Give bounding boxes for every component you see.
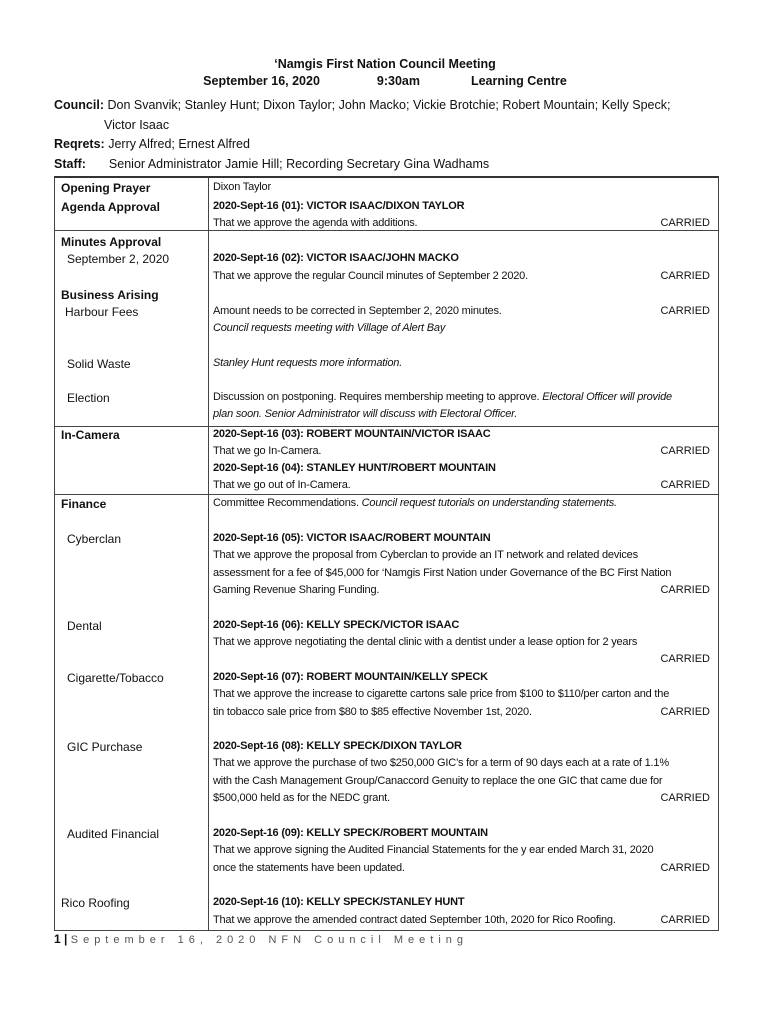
label-gic: GIC Purchase <box>67 740 143 754</box>
motion-02-text: That we approve the regular Council minutes of September 2 2020. <box>213 270 528 282</box>
finance-text <box>213 497 711 509</box>
label-cyberclan: Cyberclan <box>67 532 122 546</box>
minutes-table <box>54 176 719 931</box>
label-harbour-fees: Harbour Fees <box>65 305 139 319</box>
regrets-names: Jerry Alfred; Ernest Alfred <box>108 137 250 151</box>
motion-04-heading: 2020-Sept-16 (04): STANLEY HUNT/ROBERT MOUNTAIN <box>213 462 496 474</box>
carried-06: CARRIED <box>660 653 710 665</box>
motion-07-heading: 2020-Sept-16 (07): ROBERT MOUNTAIN/KELLY SPECK <box>213 671 488 683</box>
page-footer <box>54 932 468 946</box>
carried-02: CARRIED <box>660 270 710 282</box>
label-election: Election <box>67 391 110 405</box>
motion-06-heading: 2020-Sept-16 (06): KELLY SPECK/VICTOR ISAAC <box>213 619 460 631</box>
council-members: Don Svanvik; Stanley Hunt; Dixon Taylor; John Macko; Vickie Brotchie; Robert Mountain; Kelly Speck; <box>107 98 671 112</box>
motion-08-line-1: That we approve the purchase of two $250,000 GIC’s for a term of 90 days each at a rate of 1.1% <box>213 757 669 769</box>
motion-05-heading: 2020-Sept-16 (05): VICTOR ISAAC/ROBERT MOUNTAIN <box>213 532 491 544</box>
staff-names: Senior Administrator Jamie Hill; Recording Secretary Gina Wadhams <box>108 157 490 171</box>
label-cigarette: Cigarette/Tobacco <box>67 671 164 685</box>
regrets-label: Reqrets: <box>54 137 105 151</box>
regrets-line <box>54 137 250 151</box>
row-divider <box>55 494 718 495</box>
motion-06-line-1: That we approve negotiating the dental clinic with a dentist under a lease option for 2 years <box>213 636 638 648</box>
motion-08-heading: 2020-Sept-16 (08): KELLY SPECK/DIXON TAYLOR <box>213 740 462 752</box>
motion-05-line-2: assessment for a fee of $45,000 for ‘Namgis First Nation under Governance of the BC First Nation <box>213 567 672 579</box>
carried-01: CARRIED <box>660 217 710 229</box>
meeting-date: September 16, 2020 <box>203 74 320 88</box>
motion-08-line-2: with the Cash Management Group/Canaccord Genuity to replace the one GIC that came due for <box>213 775 663 787</box>
page-number: 1 <box>54 932 61 946</box>
motion-08-line-3: $500,000 held as for the NEDC grant. <box>213 792 390 804</box>
footer-text: September 16, 2020 NFN Council Meeting <box>70 934 469 946</box>
staff-line <box>54 157 489 171</box>
motion-02-heading: 2020-Sept-16 (02): VICTOR ISAAC/JOHN MACKO <box>213 252 459 264</box>
council-members-cont: Victor Isaac <box>104 118 170 132</box>
carried-10: CARRIED <box>660 914 710 926</box>
motion-07-line-1: That we approve the increase to cigarette cartons sale price from $100 to $110/per carton and the <box>213 688 670 700</box>
label-agenda-approval: Agenda Approval <box>61 200 160 214</box>
carried-04: CARRIED <box>660 479 710 491</box>
prayer-leader: Dixon Taylor <box>213 181 271 193</box>
label-dental: Dental <box>67 619 102 633</box>
council-label: Council: <box>54 98 104 112</box>
carried-08: CARRIED <box>660 792 710 804</box>
finance-text-a: Committee Recommendations. <box>213 497 359 509</box>
election-text-a: Discussion on postponing. Requires membership meeting to approve. <box>213 391 540 403</box>
row-divider <box>55 230 718 231</box>
election-text-b: Electoral Officer will provide <box>542 391 672 403</box>
label-business-arising: Business Arising <box>61 288 159 302</box>
label-in-camera: In-Camera <box>61 428 120 442</box>
motion-09-line-2: once the statements have been updated. <box>213 862 405 874</box>
column-divider <box>208 178 209 930</box>
finance-text-b: Council request tutorials on understanding statements. <box>361 497 617 509</box>
meeting-subtitle <box>0 74 770 88</box>
motion-01-text: That we approve the agenda with additions. <box>213 217 418 229</box>
council-line <box>54 98 671 112</box>
label-audited: Audited Financial <box>67 827 160 841</box>
label-minutes-date: September 2, 2020 <box>67 252 170 266</box>
staff-label: Staff: <box>54 157 86 171</box>
motion-01-heading: 2020-Sept-16 (01): VICTOR ISAAC/DIXON TAYLOR <box>213 200 465 212</box>
label-solid-waste: Solid Waste <box>67 357 131 371</box>
motion-10-heading: 2020-Sept-16 (10): KELLY SPECK/STANLEY HUNT <box>213 896 465 908</box>
motion-05-line-1: That we approve the proposal from Cyberclan to provide an IT network and related devices <box>213 549 638 561</box>
motion-05-line-3: Gaming Revenue Sharing Funding. <box>213 584 380 596</box>
motion-09-heading: 2020-Sept-16 (09): KELLY SPECK/ROBERT MOUNTAIN <box>213 827 488 839</box>
label-opening-prayer: Opening Prayer <box>61 181 151 195</box>
meeting-title: ‘Namgis First Nation Council Meeting <box>274 57 496 71</box>
label-minutes-approval: Minutes Approval <box>61 235 162 249</box>
harbour-text: Amount needs to be corrected in September 2, 2020 minutes. <box>213 305 502 317</box>
label-finance: Finance <box>61 497 107 511</box>
motion-03-text: That we go In-Camera. <box>213 445 322 457</box>
election-line-1 <box>213 391 711 403</box>
harbour-note: Council requests meeting with Village of Alert Bay <box>213 322 446 334</box>
election-line-2: plan soon. Senior Administrator will discuss with Electoral Officer. <box>213 408 518 420</box>
row-divider <box>55 426 718 427</box>
carried-03: CARRIED <box>660 445 710 457</box>
footer-separator: | <box>64 932 68 946</box>
motion-03-heading: 2020-Sept-16 (03): ROBERT MOUNTAIN/VICTOR ISAAC <box>213 428 491 440</box>
label-rico: Rico Roofing <box>61 896 130 910</box>
solid-waste-text: Stanley Hunt requests more information. <box>213 357 403 369</box>
motion-07-line-2: tin tobacco sale price from $80 to $85 effective November 1st, 2020. <box>213 706 532 718</box>
meeting-time: 9:30am <box>376 74 420 88</box>
carried-05: CARRIED <box>660 584 710 596</box>
motion-09-line-1: That we approve signing the Audited Financial Statements for the y ear ended March 31, 2020 <box>213 844 654 856</box>
motion-04-text: That we go out of In-Camera. <box>213 479 351 491</box>
meeting-location: Learning Centre <box>470 74 567 88</box>
motion-10-line-1: That we approve the amended contract dated September 10th, 2020 for Rico Roofing. <box>213 914 616 926</box>
carried-09: CARRIED <box>660 862 710 874</box>
carried-harbour: CARRIED <box>660 305 710 317</box>
carried-07: CARRIED <box>660 706 710 718</box>
